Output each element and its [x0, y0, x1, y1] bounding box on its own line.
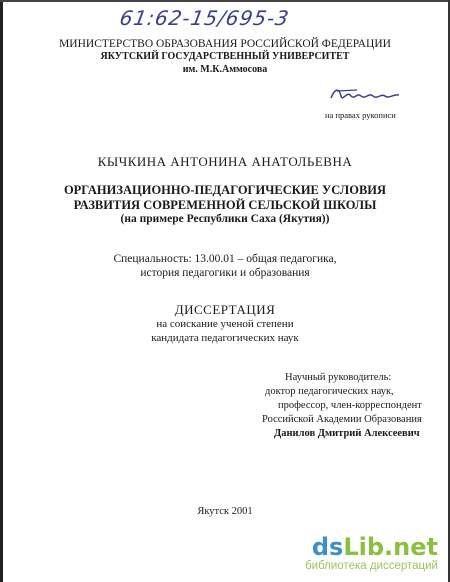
watermark-subtitle: библиотека диссертаций [305, 560, 438, 572]
degree-line-2: кандидата педагогических наук [151, 332, 299, 344]
title-line-2: РАЗВИТИЯ СОВРЕМЕННОЙ СЕЛЬСКОЙ ШКОЛЫ [73, 198, 377, 212]
dslib-logo [305, 535, 438, 559]
author-name: КЫЧКИНА АНТОНИНА АНАТОЛЬЕВНА [97, 154, 353, 169]
logo-ds: ds [311, 533, 344, 561]
rights-note: на правах рукописи [325, 110, 396, 120]
dissertation-heading: ДИССЕРТАЦИЯ [174, 302, 276, 317]
title-line-1: ОРГАНИЗАЦИОННО-ПЕДАГОГИЧЕСКИЕ УСЛОВИЯ [63, 183, 387, 197]
degree-line-1: на соискание ученой степени [156, 318, 294, 330]
logo-lib-net: Lib.net [343, 533, 438, 561]
scan-edge-left [0, 0, 3, 582]
dslib-watermark[interactable] [305, 535, 438, 572]
supervisor-label: Научный руководитель: [285, 372, 392, 383]
supervisor-degree: доктор педагогических наук, [265, 386, 394, 397]
title-line-3: (на примере Республики Саха (Якутия)) [120, 213, 330, 225]
ministry-line: МИНИСТЕРСТВО ОБРАЗОВАНИЯ РОССИЙСКОЙ ФЕДЕРАЦИИ [59, 38, 391, 50]
university-line: ЯКУТСКИЙ ГОСУДАРСТВЕННЫЙ УНИВЕРСИТЕТ [100, 51, 350, 62]
supervisor-academy: Российской Академии Образования [262, 414, 422, 425]
supervisor-title: профессор, член-корреспондент [278, 400, 422, 411]
specialty-line-1: Специальность: 13.00.01 – общая педагогика, [113, 253, 337, 265]
supervisor-name: Данилов Дмитрий Алексеевич [274, 428, 420, 439]
university-named-after: им. М.К.Аммосова [182, 64, 268, 75]
handwritten-signature [327, 84, 407, 106]
scan-edge-top [0, 0, 450, 2]
specialty-line-2: история педагогики и образования [140, 267, 310, 279]
handwritten-catalog-code: 61:62-15/695-3 [117, 6, 292, 30]
city-year: Якутск 2001 [197, 506, 253, 517]
